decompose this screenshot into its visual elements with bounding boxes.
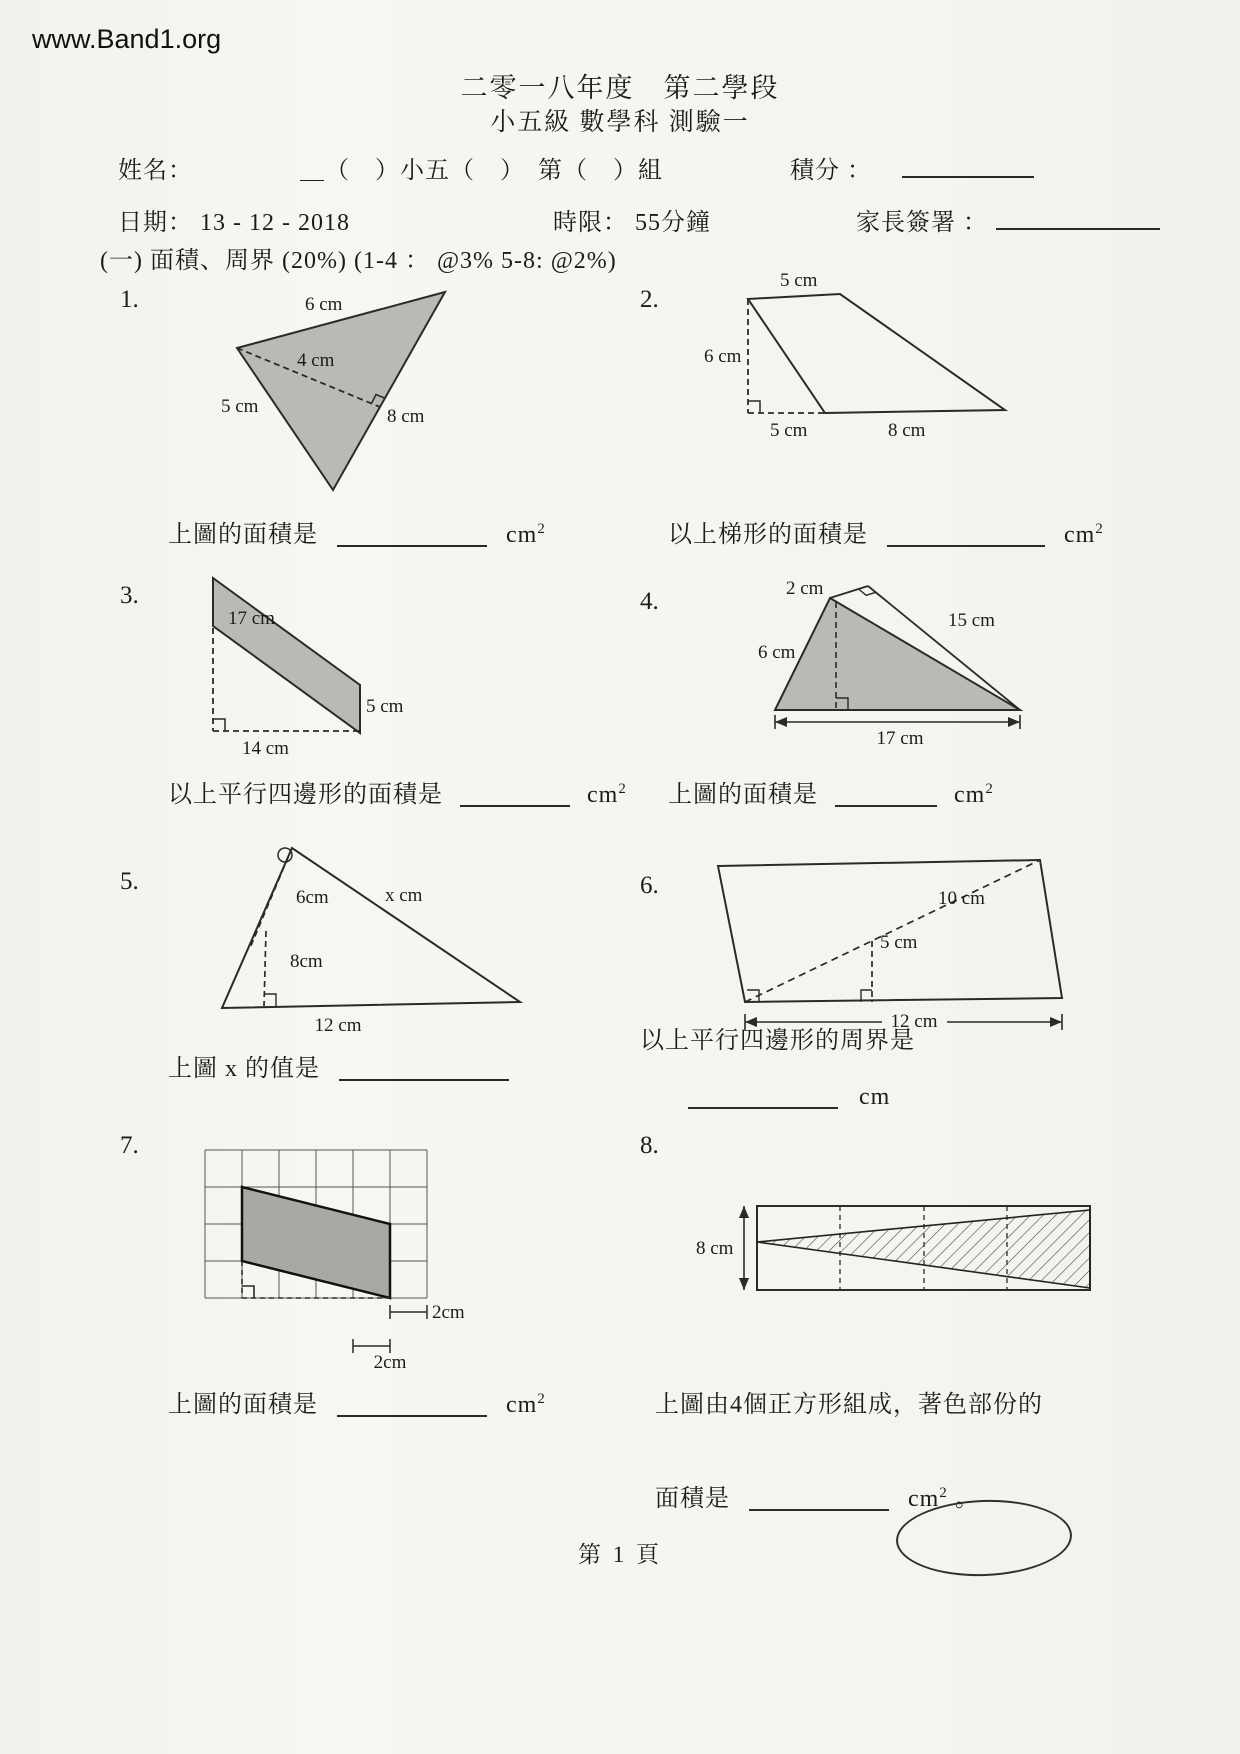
q4-arrowhead-right [1008,717,1020,727]
q5-dim-height-lower: 8cm [290,951,323,972]
q2-figure [690,272,1040,444]
q6-dim-height: 5 cm [880,932,918,953]
name-label: 姓名： [118,158,193,184]
q6-answer-row [688,1084,890,1111]
q1-answer-text: 上圖的面積是 [168,522,318,548]
q4-dim-top: 2 cm [786,578,824,599]
q5-number: 5. [120,868,139,895]
q8-figure [688,1188,1108,1308]
sign-label: 家長簽署 ： [856,210,988,236]
q1-dim-top: 6 cm [305,294,343,315]
title-line2: 小五級 數學科 測驗一 [490,109,750,136]
q6-answer-blank [688,1087,838,1109]
q7-dim-cell-w: 2cm [432,1302,465,1323]
q4-number: 4. [640,588,659,615]
q1-answer-blank [337,525,487,547]
q8-arrowhead-top [739,1206,749,1218]
watermark: www.Band1.org [32,24,222,54]
q2-answer-text: 以上梯形的面積是 [668,522,868,548]
q5-answer-blank [339,1059,509,1081]
q4-arrowhead-left [775,717,787,727]
q2-number: 2. [640,286,659,313]
q3-answer-blank [460,785,570,807]
q7-figure [198,1142,466,1380]
q1-unit: $cm^2$ [506,521,546,548]
q8-answer-text: 面積是 [655,1486,730,1512]
time-label: 時限： [553,210,628,236]
q6-dim-diagonal: 10 cm [938,888,985,909]
q2-dim-top: 5 cm [780,270,818,291]
q5-dim-side: x cm [385,885,423,906]
q8-unit: $cm^2$ [908,1485,948,1512]
q8-dim-height: 8 cm [696,1238,734,1259]
q3-dim-bottom: 14 cm [242,738,289,759]
q4-unit: $cm^2$ [954,781,994,808]
q8-answer-line1: 上圖由4個正方形組成，著色部份的 [655,1392,1043,1418]
q5-right-angle-mark [264,994,276,1006]
q6-figure [692,848,1080,1040]
q7-answer-text: 上圖的面積是 [168,1392,318,1418]
date-value: 13 - 12 - 2018 [200,210,350,236]
q6-number: 6. [640,872,659,899]
q4-answer-row [668,774,994,809]
q4-dim-left: 6 cm [758,642,796,663]
q1-dim-inner: 4 cm [297,350,335,371]
q6-parallelogram [718,860,1062,1002]
score-blank [902,152,1034,178]
q5-figure [200,833,545,1043]
q6-arrowhead-right [1050,1017,1062,1027]
q8-answer-blank [749,1489,889,1511]
q4-answer-text: 上圖的面積是 [668,782,818,808]
q4-dim-bottom: 17 cm [876,728,924,749]
q8-arrowhead-bottom [739,1278,749,1290]
q4-figure [752,572,1054,754]
q1-dim-right: 8 cm [387,406,425,427]
q8-hatched-triangle [757,1210,1090,1288]
score-label: 積分 ： [790,158,872,184]
q5-answer-text: 上圖 x 的值是 [168,1056,320,1082]
q2-right-angle-mark [748,401,760,413]
date-label: 日期： [118,210,193,236]
q2-dim-left: 6 cm [704,346,742,367]
q7-answer-row [168,1384,546,1419]
q7-right-angle-mark [242,1286,254,1298]
q3-right-angle-mark [213,719,225,731]
title-line1: 二零一八年度 第二學段 [460,73,780,103]
q5-answer-row [168,1048,521,1083]
q6-unit: cm [859,1084,891,1110]
q2-dim-bottom-right: 8 cm [888,420,926,441]
q1-number: 1. [120,286,139,313]
q1-figure [205,278,570,510]
q5-triangle [222,848,520,1008]
q8-answer-suffix: 。 [954,1486,980,1512]
q3-dim-slant: 17 cm [228,608,275,629]
q1-dim-left: 5 cm [221,396,259,417]
q8-number: 8. [640,1132,659,1159]
name-fields: ＿（ ）小五（ ） 第（ ）組 [300,158,663,184]
q2-dim-bottom-left: 5 cm [770,420,808,441]
date-row [118,202,350,237]
q7-dim-cell-h: 2cm [373,1352,407,1373]
q8-answer-row [655,1478,980,1513]
q2-unit: $cm^2$ [1064,521,1104,548]
q6-answer-line: 以上平行四邊形的周界是 [640,1028,915,1054]
q3-parallelogram [213,578,360,733]
q3-number: 3. [120,582,139,609]
q5-dim-base: 12 cm [314,1015,362,1036]
q4-dim-slant: 15 cm [948,610,995,631]
q3-answer-row [168,774,627,809]
q2-answer-blank [887,525,1045,547]
q7-answer-blank [337,1395,487,1417]
sign-blank [996,204,1160,230]
q7-unit: $cm^2$ [506,1391,546,1418]
q3-answer-text: 以上平行四邊形的面積是 [168,782,443,808]
time-value: 55分鐘 [635,210,711,236]
q6-dim-base: 12 cm [890,1011,938,1032]
q3-unit: $cm^2$ [587,781,627,808]
q3-dim-right: 5 cm [366,696,404,717]
q4-answer-blank [835,785,937,807]
q6-diagonal-dashed-line [745,860,1040,1002]
q2-trapezoid [748,294,1005,413]
q1-answer-row [168,514,546,549]
page-number: 第 1 頁 [578,1542,662,1567]
section-line: (一) 面積、周界 (20%) (1-4 ： @3% 5-8: @2%) [100,248,617,274]
q5-dashed-height-lower [264,931,266,1006]
time-row [553,202,711,237]
q5-dim-height-upper: 6cm [296,887,329,908]
q2-answer-row [668,514,1104,549]
q7-number: 7. [120,1132,139,1159]
q3-figure [182,562,430,770]
